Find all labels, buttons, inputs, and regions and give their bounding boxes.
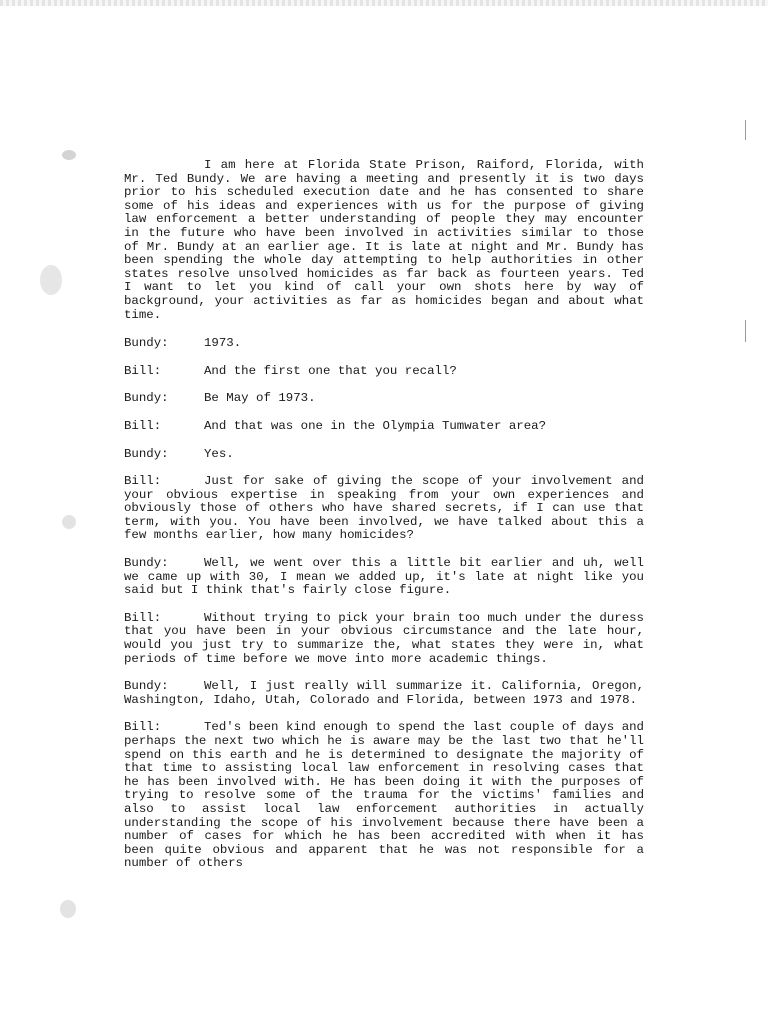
transcript-exchange bbox=[124, 475, 644, 543]
transcript-exchange bbox=[124, 420, 644, 434]
speaker-label: Bundy: bbox=[124, 391, 169, 406]
transcript-exchange bbox=[124, 557, 644, 598]
speech-text: And that was one in the Olympia Tumwater area? bbox=[204, 418, 547, 433]
speech-text: 1973. bbox=[204, 336, 242, 351]
scan-artifact bbox=[62, 515, 76, 529]
transcript-exchange bbox=[124, 721, 644, 871]
transcript-exchange bbox=[124, 612, 644, 666]
scan-artifact bbox=[62, 150, 76, 160]
speaker-label: Bundy: bbox=[124, 556, 169, 571]
scan-artifact bbox=[60, 900, 76, 918]
speaker-label: Bill: bbox=[124, 474, 162, 489]
speech-text: Be May of 1973. bbox=[204, 391, 316, 406]
speaker-label: Bundy: bbox=[124, 336, 169, 351]
speaker-label: Bundy: bbox=[124, 679, 169, 694]
scan-artifact bbox=[40, 265, 62, 295]
speech-text: Ted's been kind enough to spend the last couple of days and perhaps the next two which he is aware may be the last two that he'll spend on this earth and he is determined to designate the majority of that time to assisting local law enforcement in resolving cases that he has been involved with. He has been doing it with the purposes of trying to resolve some of the trauma for the victims' families and also to assist local law enforcement authorities in actually understanding the scope of his involvement because there have been a number of cases for which he has been accredited with when it has been quite obvious and apparent that he was not responsible for a number of others bbox=[124, 720, 644, 871]
transcript-exchange bbox=[124, 337, 644, 351]
scan-top-edge bbox=[0, 0, 768, 6]
scan-edge-mark bbox=[745, 320, 746, 342]
speaker-label: Bill: bbox=[124, 363, 162, 378]
transcript-exchange bbox=[124, 680, 644, 707]
speaker-label: Bill: bbox=[124, 610, 162, 625]
speech-text: And the first one that you recall? bbox=[204, 363, 457, 378]
speaker-label: Bundy: bbox=[124, 446, 169, 461]
scan-edge-mark bbox=[745, 120, 746, 140]
transcript-exchange bbox=[124, 365, 644, 379]
transcript-exchange bbox=[124, 448, 644, 462]
speech-text: Without trying to pick your brain too much under the duress that you have been in your obvious circumstance and the late hour, would you just try to summarize the, what states they were in, what periods of time before we move into more academic things. bbox=[124, 610, 644, 666]
transcript-exchange bbox=[124, 392, 644, 406]
speech-text: Well, we went over this a little bit earlier and uh, well we came up with 30, I mean we added up, it's late at night like you said but I think that's fairly close figure. bbox=[124, 556, 644, 598]
speech-text: Yes. bbox=[204, 446, 234, 461]
transcript-body bbox=[124, 159, 644, 885]
speech-text: Just for sake of giving the scope of your involvement and your obvious expertise in speaking from your own experiences and obviously those of others who have shared secrets, if I can use that term, with you. You have been involved, we have talked about this a few months earlier, how many homicides? bbox=[124, 474, 644, 543]
intro-paragraph: I am here at Florida State Prison, Raiford, Florida, with Mr. Ted Bundy. We are having a meeting and presently it is two days prior to his scheduled execution date and he has consented to share some of his ideas and experiences with us for the purpose of giving law enforcement a better understanding of people they may encounter in the future who have been involved in activities similar to those of Mr. Bundy at an earlier age. It is late at night and Mr. Bundy has been spending the whole day attempting to help authorities in other states resolve unsolved homicides as far back as fourteen years. Ted I want to let you kind of call your own shots here by way of background, your activities as far as homicides began and about what time. bbox=[124, 158, 644, 322]
speaker-label: Bill: bbox=[124, 720, 162, 735]
speaker-label: Bill: bbox=[124, 418, 162, 433]
speech-text: Well, I just really will summarize it. California, Oregon, Washington, Idaho, Utah, Colorado and Florida, between 1973 and 1978. bbox=[124, 679, 644, 707]
